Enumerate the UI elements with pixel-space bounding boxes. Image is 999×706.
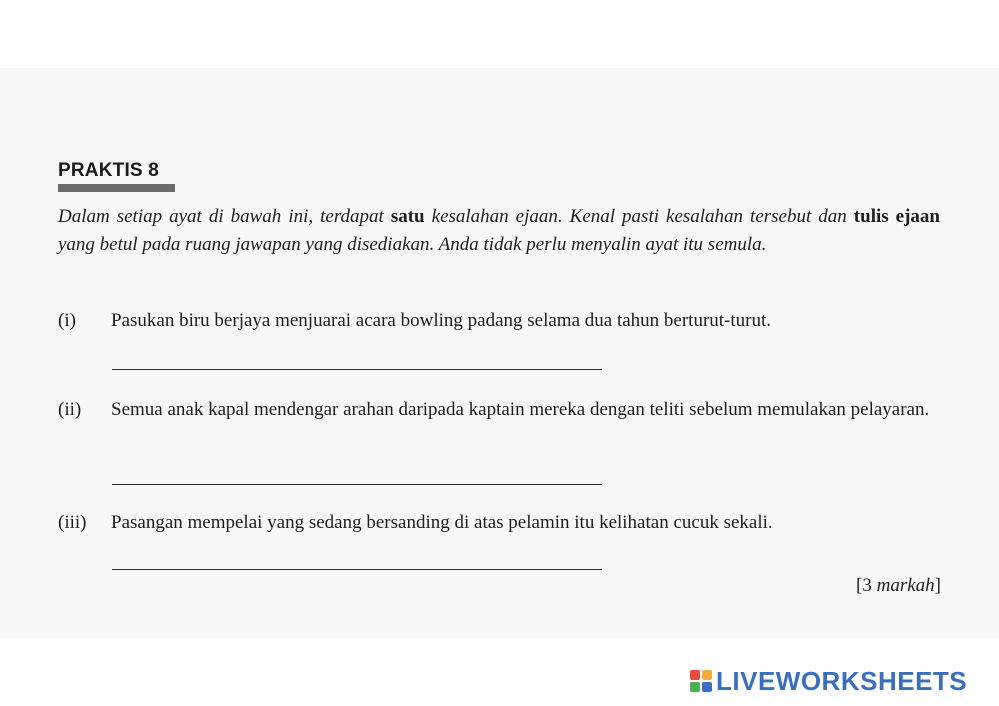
liveworksheets-icon [690,670,712,692]
worksheet-page [0,68,999,638]
marks-label [856,575,941,597]
marks-close: ] [934,575,941,596]
question-number: (iii) [58,512,87,533]
instruction-bold: tulis ejaan [853,206,940,227]
logo-tile [702,670,712,680]
question-1 [58,307,940,334]
question-number: (i) [58,310,76,331]
answer-line-2[interactable] [112,484,602,485]
page-title: PRAKTIS 8 [58,160,160,181]
logo-tile [702,682,712,692]
question-text: Pasangan mempelai yang sedang bersanding di atas pelamin itu kelihatan cucuk sekali. [111,512,773,533]
logo-tile [690,682,700,692]
title-underline-bar [58,184,175,192]
question-3 [58,509,940,536]
logo-tile [690,670,700,680]
instruction-part: yang betul pada ruang jawapan yang disediakan. Anda tidak perlu menyalin ayat itu semula. [58,234,767,255]
question-2 [58,396,940,423]
instruction-part: Dalam setiap ayat di bawah ini, terdapat [58,206,391,227]
instructions [58,203,940,259]
question-number: (ii) [58,399,82,420]
question-text: Semua anak kapal mendengar arahan daripada kaptain mereka dengan teliti sebelum memulakan pelayaran. [111,399,930,420]
instruction-part: kesalahan ejaan. Kenal pasti kesalahan tersebut dan [424,206,854,227]
answer-line-3[interactable] [112,569,602,570]
question-text: Pasukan biru berjaya menjuarai acara bowling padang selama dua tahun berturut-turut. [111,310,772,331]
brand-text: LIVEWORKSHEETS [716,665,968,696]
instruction-bold: satu [390,206,425,227]
liveworksheets-logo[interactable] [690,666,967,696]
marks-word: markah [876,575,935,596]
marks-open: [3 [856,575,877,596]
answer-line-1[interactable] [112,369,602,370]
